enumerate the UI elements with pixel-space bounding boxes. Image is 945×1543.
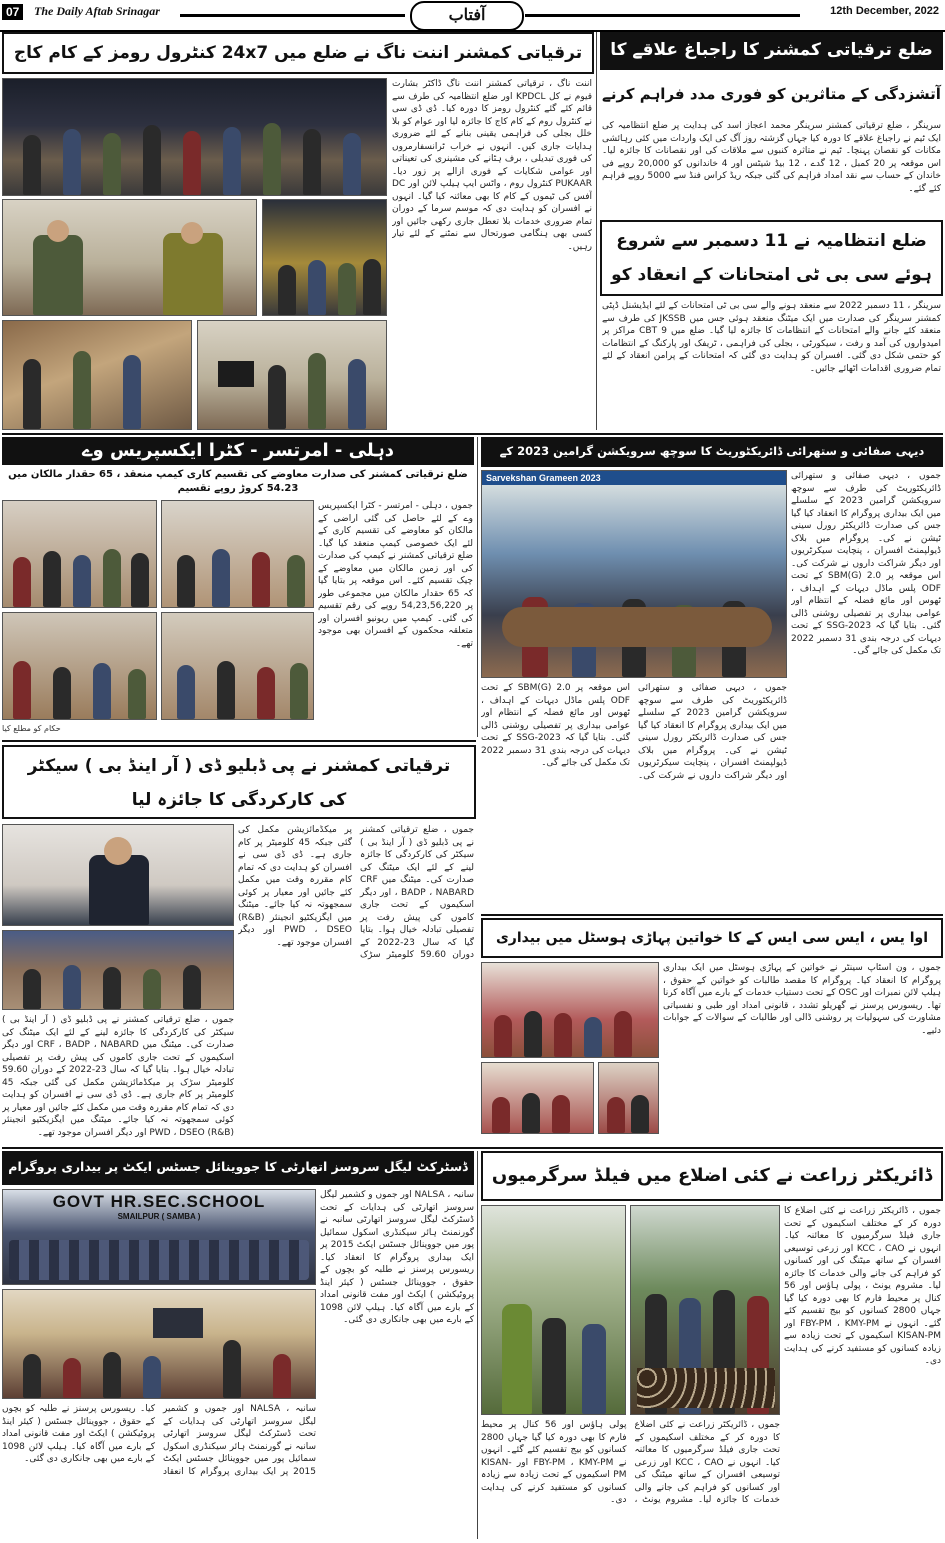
expressway-headline: دہلی - امرتسر - کٹرا ایکسپریس وے	[2, 437, 474, 465]
pwd-review-photo-officer	[2, 824, 234, 926]
column-separator	[477, 437, 478, 737]
control-room-photo-main	[2, 78, 387, 196]
hostel-photo-1	[481, 962, 659, 1058]
pwd-review-headline: ترقیاتی کمشنر نے پی ڈبلیو ڈی ( آر اینڈ بی ) سیکٹر کی کارکردگی کا جائزہ لیا	[2, 745, 476, 819]
column-separator	[596, 32, 597, 430]
page-number: 07	[2, 4, 23, 20]
legal-services-headline: ڈسٹرکٹ لیگل سروسز اتھارٹی کا جووینائل جسٹس ایکٹ پر بیداری پروگرام	[2, 1151, 474, 1185]
masthead-rule-right	[525, 14, 800, 17]
agriculture-photo-field	[630, 1205, 780, 1415]
agriculture-body: جموں ، ڈائریکٹر زراعت نے کئی اضلاع کا دورہ کر کے مختلف اسکیموں کے تحت جاری فیلڈ سرگرمیوں کا معائنہ کیا۔ انہوں نے KCC ، CAO اور زرعی توسیعی افسران کے ساتھ میٹنگ کی اور کسانوں کو فراہم کی جانے والی خدمات کا جائزہ لیا۔ مشروم یونٹ ، پولی ہاؤس اور 56 کنال پر محیط فارم کا بھی دورہ کیا گیا جہاں 2800 کسانوں کو بیج تقسیم کئے گئے۔ انہوں نے FBY-PM ، KMY-PM اور KISAN-PM اسکیموں کے تحت زیادہ سے زیادہ کسانوں کو مستفید کرنے کی ہدایت دی۔	[784, 1206, 941, 1366]
fire-visit-subheadline: آتشزدگی کے متاثرین کو فوری مدد فراہم کرنے	[600, 74, 943, 118]
expressway-body: جموں ، دہلی - امرتسر - کٹرا ایکسپریس وے کے لئے حاصل کی گئی اراضی کے مالکان کو معاوضے کی تقسیم کاری کے لئے ایک خصوصی کیمپ منعقد کیا گیا۔ ضلع ترقیاتی کمشنر نے کیمپ کی صدارت کی اور زمین مالکان میں معاوضے کے چیک تقسیم کئے۔ اس موقعہ پر بتایا گیا کہ 65 حقدار مالکان میں مجموعی طور پر 54,23,56,220 روپے کی رقم تقسیم کی گئی۔ کیمپ میں ریونیو افسران اور متعلقہ محکموں کے افسران بھی موجود تھے۔	[318, 501, 473, 649]
control-room-body: اننت ناگ ، ترقیاتی کمشنر اننت ناگ ڈاکٹر بشارت قیوم نے کل KPDCL اور ضلع انتظامیہ کی طرف سے قائم کئے گئے کنٹرول رومز کا دورہ کیا۔ ڈی ڈی سی نے کنٹرول روم کے کام کاج کا جائزہ لیا اور عوام کو بلا خلل بجلی کی فراہمی یقینی بنانے کے لئے ضروری ہدایات جاری کیں۔ انہوں نے خراب ٹرانسفارمروں کی فوری تبدیلی ، برف ہٹانے کی مشینری کی تعیناتی اور عوامی شکایات کے فوری ازالے پر زور دیا۔ PUKAAR کنٹرول روم ، واٹس ایپ ہیلپ لائن اور DC آفس کی ٹیموں کے کام کا بھی معائنہ کیا گیا۔ انہوں نے افسران کو ہدایت دی کہ موسم سرما کے دوران تمام ضروری خدمات بلا تعطل جاری رکھی جائیں اور کسی بھی ہنگامی صورتحال سے نمٹنے کے لئے تیار رہیں۔	[392, 79, 592, 252]
masthead-rule-left	[180, 14, 405, 17]
paper-logo: آفتاب	[410, 1, 524, 31]
control-room-headline: ترقیاتی کمشنر اننت ناگ نے ضلع میں 24x7 کنٹرول رومز کے کام کاج	[2, 32, 594, 74]
cbt-exams-headline: ضلع انتظامیہ نے 11 دسمبر سے شروع ہوئے سی بی ٹی امتحانات کے انعقاد کو	[600, 220, 943, 296]
fire-visit-headline: ضلع ترقیاتی کمشنر کا راجباغ علاقے کا	[600, 32, 943, 70]
hostel-photo-3	[598, 1062, 659, 1134]
column-separator	[477, 1151, 478, 1539]
legal-services-body-cont: سانبہ ، NALSA اور جموں و کشمیر لیگل سروسز اتھارٹی کی ہدایات کے تحت ڈسٹرکٹ لیگل سروسز اتھارٹی سانبہ نے گورنمنٹ ہائر سیکنڈری اسکول سمائیل پور میں جووینائل جسٹس ایکٹ 2015 پر ایک بیداری پروگرام کا انعقاد کیا۔ ریسورس پرسنز نے طلبہ کو بچوں کے حقوق ، جووینائل جسٹس ( کیئر اینڈ پروٹیکشن ) ایکٹ اور مفت قانونی امداد کے بارے میں آگاہ کیا۔ ہیلپ لائن 1098 کے بارے میں بھی جانکاری دی گئی۔	[2, 1404, 316, 1477]
control-room-photo-office	[2, 199, 257, 316]
control-room-photo-desk	[2, 320, 192, 430]
legal-services-photo-school	[2, 1189, 316, 1285]
pwd-review-body: جموں ، ضلع ترقیاتی کمشنر نے پی ڈبلیو ڈی ( آر اینڈ بی ) سیکٹر کی کارکردگی کا جائزہ لینے کے لئے ایک میٹنگ کی صدارت کی۔ میٹنگ میں CRF ، BADP ، NABARD اور دیگر اسکیموں کے تحت جاری کاموں کی پیش رفت پر تفصیلی تبادلہ خیال ہوا۔ بتایا گیا کہ سال 23-2022 کے دوران 59.60 کلومیٹر سڑک پر میکڈمائزیشن مکمل کی گئی جبکہ 45 کلومیٹر پر کام جاری ہے۔ ڈی ڈی سی نے افسران کو ہدایت دی کہ تمام کام مقررہ وقت میں مکمل کئے جائیں اور معیار پر کوئی سمجھوتہ نہ کیا جائے۔ میٹنگ میں ایگزیکٹیو انجینئر (R&B) PWD ، DSEO اور دیگر افسران موجود تھے۔	[238, 825, 474, 960]
paper-name: The Daily Aftab Srinagar	[34, 4, 160, 18]
agriculture-headline: ڈائریکٹر زراعت نے کئی اضلاع میں فیلڈ سرگرمیوں	[481, 1151, 943, 1201]
school-place: SMAILPUR ( SAMBA )	[117, 1212, 201, 1221]
agriculture-body-cont: جموں ، ڈائریکٹر زراعت نے کئی اضلاع کا دورہ کر کے مختلف اسکیموں کے تحت جاری فیلڈ سرگرمیوں کا معائنہ کیا۔ انہوں نے KCC ، CAO اور زرعی توسیعی افسران کے ساتھ میٹنگ کی اور کسانوں کو فراہم کی جانے والی خدمات کا جائزہ لیا۔ مشروم یونٹ ، پولی ہاؤس اور 56 کنال پر محیط فارم کا بھی دورہ کیا گیا جہاں 2800 کسانوں کو بیج تقسیم کئے گئے۔ انہوں نے FBY-PM ، KMY-PM اور KISAN-PM اسکیموں کے تحت زیادہ سے زیادہ کسانوں کو مستفید کرنے کی ہدایت دی۔	[481, 1420, 780, 1505]
swachh-body: جموں ، دیہی صفائی و ستھرائی ڈائریکٹوریٹ کی طرف سے سوچھ سرویکشن گرامین 2023 کے سلسلے میں ایک بیداری پروگرام کا انعقاد کیا گیا جس کی صدارت ڈائریکٹر رورل سینی ٹیشن نے کی۔ پروگرام میں بلاک ڈیولپمنٹ افسران ، پنچایت سیکرٹریوں اور دیگر شراکت داروں نے شرکت کی۔ اس موقعہ پر SBM(G) 2.0 کے تحت ODF پلس ماڈل دیہات کے اہداف ، ٹھوس اور مائع فضلہ کے انتظام اور عوامی بیداری پر تفصیلی روشنی ڈالی گئی۔ بتایا گیا کہ SSG-2023 کے تحت دیہات کی درجہ بندی 31 دسمبر 2022 تک مکمل کی جائے گی۔	[791, 471, 941, 656]
expressway-subheadline: ضلع ترقیاتی کمشنر کی صدارت معاوضے کی تقسیم کاری کیمپ منعقد ، 65 حقدار مالکان میں 54.23 کروڑ روپے تقسیم	[2, 467, 474, 497]
section-rule	[481, 914, 943, 916]
swachh-photo	[481, 470, 787, 678]
control-room-photo-jcb	[262, 199, 387, 316]
swachh-banner: Sarvekshan Grameen 2023	[482, 471, 786, 485]
expressway-caption: حکام کو مطلع کیا	[2, 724, 61, 733]
swachh-body-cont: جموں ، دیہی صفائی و ستھرائی ڈائریکٹوریٹ کی طرف سے سوچھ سرویکشن گرامین 2023 کے سلسلے میں ایک بیداری پروگرام کا انعقاد کیا گیا جس کی صدارت ڈائریکٹر رورل سینی ٹیشن نے کی۔ پروگرام میں بلاک ڈیولپمنٹ افسران ، پنچایت سیکرٹریوں اور دیگر شراکت داروں نے شرکت کی۔ اس موقعہ پر SBM(G) 2.0 کے تحت ODF پلس ماڈل دیہات کے اہداف ، ٹھوس اور مائع فضلہ کے انتظام اور عوامی بیداری پر تفصیلی روشنی ڈالی گئی۔ بتایا گیا کہ SSG-2023 کے تحت دیہات کی درجہ بندی 31 دسمبر 2022 تک مکمل کی جائے گی۔	[481, 683, 787, 781]
masthead	[0, 0, 945, 32]
swachh-headline: دیہی صفائی و ستھرائی ڈائریکٹوریٹ کا سوچھ سرویکشن گرامین 2023 کے	[481, 437, 943, 467]
section-rule	[2, 740, 476, 742]
hostel-photo-2	[481, 1062, 594, 1134]
cbt-exams-body: سرینگر ، 11 دسمبر 2022 سے منعقد ہونے والے سی بی ٹی امتحانات کے لئے ایڈیشنل ڈپٹی کمشنر سرینگر کی صدارت میں ایک میٹنگ منعقد ہوئی جس میں JKSSB کی طرف سے منعقد کئے جانے والے امتحانات کے انتظامات کا جائزہ لیا گیا۔ ضلع میں 9 CBT مراکز پر امیدواروں کی آمد و رفت ، سیکورٹی ، بجلی کی فراہمی ، ٹریفک اور پارکنگ کے انتظامات کو حتمی شکل دی گئی۔ افسران کو ہدایت دی گئی کہ امتحانات کے پرامن انعقاد کے لئے تمام ضروری اقدامات اٹھائے جائیں۔	[602, 301, 941, 374]
legal-services-photo-class	[2, 1289, 316, 1399]
section-rule	[2, 433, 943, 435]
expressway-photo-2	[161, 500, 314, 608]
expressway-photo-3	[2, 612, 157, 720]
issue-date: 12th December, 2022	[830, 5, 939, 17]
section-rule	[2, 1147, 943, 1149]
legal-services-body: سانبہ ، NALSA اور جموں و کشمیر لیگل سروسز اتھارٹی کی ہدایات کے تحت ڈسٹرکٹ لیگل سروسز اتھارٹی سانبہ نے گورنمنٹ ہائر سیکنڈری اسکول سمائیل پور میں جووینائل جسٹس ایکٹ 2015 پر ایک بیداری پروگرام کا انعقاد کیا۔ ریسورس پرسنز نے طلبہ کو بچوں کے حقوق ، جووینائل جسٹس ( کیئر اینڈ پروٹیکشن ) ایکٹ اور مفت قانونی امداد کے بارے میں آگاہ کیا۔ ہیلپ لائن 1098 کے بارے میں بھی جانکاری دی گئی۔	[320, 1190, 474, 1325]
agriculture-photo-greenhouse	[481, 1205, 626, 1415]
hostel-headline: اوا یس ، ایس سی ایس کے کا خواتین پہاڑی ہوسٹل میں بیداری	[481, 918, 943, 958]
expressway-photo-1	[2, 500, 157, 608]
control-room-photo-computer	[197, 320, 387, 430]
hostel-body: جموں ، ون اسٹاپ سینٹر نے خواتین کے پہاڑی ہوسٹل میں ایک بیداری پروگرام کا انعقاد کیا۔ پروگرام کا مقصد طالبات کو خواتین کے حقوق ، ہیلپ لائن نمبرات اور OSC کے تحت دستیاب خدمات کے بارے میں آگاہ کرنا تھا۔ ریسورس پرسنز نے گھریلو تشدد ، قانونی امداد اور طبی و نفسیاتی مشاورت کی سہولیات پر روشنی ڈالی اور طالبات کے سوالات کے جوابات دئیے۔	[663, 963, 941, 1036]
school-signboard: GOVT HR.SEC.SCHOOL	[52, 1192, 266, 1211]
expressway-photo-4	[161, 612, 314, 720]
pwd-review-photo-meeting	[2, 930, 234, 1010]
pwd-review-body-cont: جموں ، ضلع ترقیاتی کمشنر نے پی ڈبلیو ڈی ( آر اینڈ بی ) سیکٹر کی کارکردگی کا جائزہ لینے کے لئے ایک میٹنگ کی صدارت کی۔ میٹنگ میں CRF ، BADP ، NABARD اور دیگر اسکیموں کے تحت جاری کاموں کی پیش رفت پر تفصیلی تبادلہ خیال ہوا۔ بتایا گیا کہ سال 23-2022 کے دوران 59.60 کلومیٹر سڑک پر میکڈمائزیشن مکمل کی گئی جبکہ 45 کلومیٹر پر کام جاری ہے۔ ڈی ڈی سی نے افسران کو ہدایت دی کہ تمام کام مقررہ وقت میں مکمل کئے جائیں اور معیار پر کوئی سمجھوتہ نہ کیا جائے۔ میٹنگ میں ایگزیکٹیو انجینئر (R&B) PWD ، DSEO اور دیگر افسران موجود تھے۔	[2, 1015, 234, 1138]
fire-visit-body: سرینگر ، ضلع ترقیاتی کمشنر سرینگر محمد اعجاز اسد کی ہدایت پر ضلع انتظامیہ کی ایک ٹیم نے راجباغ علاقے کا دورہ کیا جہاں گزشتہ روز آگ کی ایک واردات میں کئی رہائشی مکانات کو نقصان پہنچا۔ ٹیم نے متاثرہ کنبوں سے ملاقات کی اور نقصانات کا جائزہ لیا۔ اس موقعہ پر 20 کمبل ، 12 گدے ، 12 بیڈ شیٹس اور 4 خاندانوں کو 20,000 روپے فی خاندان کے حساب سے نقد امداد فراہم کی گئی جبکہ ریڈ کراس فنڈ سے 5000 روپے فراہم کئے گئے۔	[602, 121, 941, 194]
